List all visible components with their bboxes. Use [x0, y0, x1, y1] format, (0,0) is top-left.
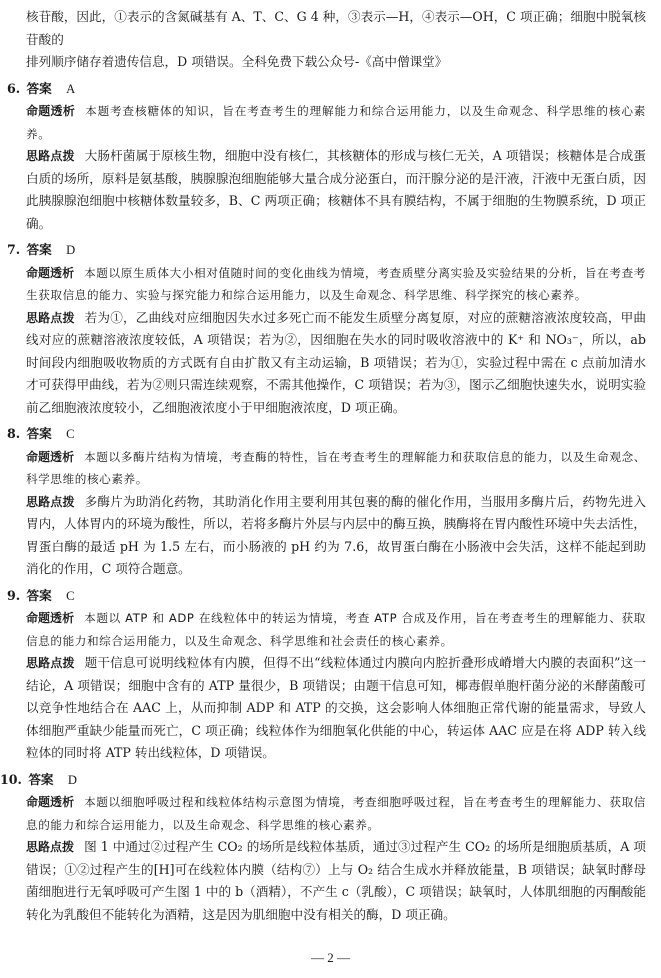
analysis-label: 命题透析 — [26, 104, 76, 118]
analysis-text: 本题以原生质体大小相对值随时间的变化曲线为情境，考查质壁分离实验及实验结果的分析，旨在考查考生获取信息的能力、实验与探究能力和综合运用能力，以及生命观念、科学思维、科学探究的核心素养。 — [26, 265, 646, 302]
analysis-block — [26, 446, 646, 491]
hint-label: 思路点拨 — [26, 656, 75, 670]
question-6-header — [7, 78, 646, 101]
answer-letter: C — [66, 588, 75, 603]
analysis-block — [26, 262, 646, 307]
question-10-header — [0, 769, 646, 792]
analysis-text: 本题以多酶片结构为情境，考查酶的特性，旨在考查考生的理解能力和获取信息的能力，以及生命观念、科学思维的核心素养。 — [26, 449, 646, 486]
question-9-header — [7, 585, 646, 608]
page-content — [0, 6, 646, 926]
hint-text: 题干信息可说明线粒体有内膜，但得不出“线粒体通过内膜向内腔折叠形成嵴增大内膜的表面积”这一结论，A 项错误；细胞中含有的 ATP 量很少，B 项错误；由题干信息可知，椰毒假单胞杆菌分泌的米酵菌酸可以竞争性地结合在 AAC 上，从而抑制 ADP 和 ATP 的交换，这会影响人体细胞正常代谢的能量需求，导致人体细胞严重缺少能量而死亡，C 项正确；线粒体作为细胞氧化供能的中心，转运体 AAC 应是在将 ADP 转入线粒体的同时将 ATP 转出线粒体，D 项错误。 — [26, 655, 646, 760]
answer-label: 答案 — [26, 426, 52, 441]
analysis-label: 命题透析 — [26, 265, 75, 280]
question-number: 6. — [7, 80, 21, 96]
continued-text-line-1: 核苷酸，因此，①表示的含氮碱基有 A、T、C、G 4 种，③表示—H，④表示—OH，C 项正确；细胞中脱氧核苷酸的 — [26, 9, 646, 47]
hint-text: 多酶片为助消化药物，其助消化作用主要利用其包裹的酶的催化作用，当服用多酶片后，药物先进入胃内，人体胃内的环境为酸性，所以，若将多酶片外层与内层中的酶互换，胰酶将在胃内酸性环境中失去活性，胃蛋白酶的最适 pH 为 1.5 左右，而小肠液的 pH 约为 7.6，故胃蛋白酶在小肠液中会失活，这样不能起到助消化的作用，C 项符合题意。 — [26, 493, 646, 576]
hint-label: 思路点拨 — [26, 310, 75, 325]
hint-block — [26, 652, 646, 765]
hint-label: 思路点拨 — [26, 149, 75, 163]
hint-block — [26, 836, 646, 926]
analysis-text: 本题以细胞呼吸过程和线粒体结构示意图为情境，考查细胞呼吸过程，旨在考查考生的理解能力、获取信息的能力和综合运用能力，以及生命观念、科学思维的核心素养。 — [26, 795, 646, 832]
answer-label: 答案 — [26, 587, 52, 603]
question-9 — [7, 585, 646, 765]
answer-label: 答案 — [26, 242, 52, 257]
question-8 — [7, 423, 646, 581]
question-number: 8. — [7, 426, 21, 441]
hint-text: 图 1 中通过②过程产生 CO₂ 的场所是线粒体基质，通过③过程产生 CO₂ 的场所是细胞质基质，A 项错误；①②过程产生的[H]可在线粒体内膜（结构⑦）上与 O₂ 结合生成水并释放能量，B 项错误；缺氧时酵母菌细胞进行无氧呼吸可产生图 1 中的 b（酒精），不产生 c（乳酸），C 项错误；缺氧时，人体肌细胞的丙酮酸能转化为乳酸但不能转化为酒精，这是因为肌细胞中没有相关的酶，D 项正确。 — [26, 839, 646, 922]
hint-block — [26, 491, 646, 581]
hint-label: 思路点拨 — [26, 494, 75, 509]
question-7 — [7, 239, 646, 419]
question-number: 7. — [7, 242, 21, 257]
analysis-text: 本题以 ATP 和 ADP 在线粒体中的转运为情境，考查 ATP 合成及作用，旨在考查考生的理解能力、获取信息的能力和综合运用能力，以及生命观念、科学思维和社会责任的核心素养。 — [26, 611, 646, 648]
analysis-text: 本题考查核糖体的知识，旨在考查考生的理解能力和综合运用能力，以及生命观念、科学思维的核心素养。 — [26, 104, 646, 141]
question-6 — [7, 78, 646, 236]
analysis-block — [26, 607, 646, 652]
hint-block — [26, 145, 646, 235]
hint-text: 若为①，乙曲线对应细胞因失水过多死亡而不能发生质壁分离复原，对应的蔗糖溶液浓度较高，甲曲线对应的蔗糖溶液浓度较低，A 项错误；若为②，因细胞在失水的同时吸收溶液中的 K⁺ 和 NO₃⁻，所以，ab 时间段内细胞吸收物质的方式既有自由扩散又有主动运输，B 项错误；若为①，实验过程中需在 c 点前加清水才可获得甲曲线，若为②则只需连续观察，不需其他操作，C 项错误；若为③，图示乙细胞快速失水，说明实验前乙细胞液浓度较小，乙细胞液浓度小于甲细胞液浓度，D 项正确。 — [26, 309, 646, 415]
answer-label: 答案 — [28, 771, 54, 787]
question-number: 10. — [0, 771, 22, 787]
answer-label: 答案 — [26, 80, 52, 96]
analysis-block — [26, 791, 646, 836]
analysis-label: 命题透析 — [26, 449, 75, 464]
analysis-block — [26, 100, 646, 145]
hint-label: 思路点拨 — [26, 840, 75, 854]
hint-text: 大肠杆菌属于原核生物，细胞中没有核仁，其核糖体的形成与核仁无关，A 项错误；核糖体是合成蛋白质的场所，原料是氨基酸，胰腺腺泡细胞能够大量合成分泌蛋白，而汗腺分泌的是汗液，汗液中无蛋白质，因此胰腺腺泡细胞中核糖体数量较多，B、C 两项正确；核糖体不具有膜结构，不属于细胞的生物膜系统，D 项正确。 — [26, 148, 646, 231]
answer-letter: C — [66, 427, 75, 441]
answer-letter: D — [66, 243, 76, 257]
question-number: 9. — [7, 587, 21, 603]
question-8-header — [7, 423, 646, 446]
answer-letter: D — [67, 772, 77, 787]
page-number: — 2 — — [311, 950, 350, 965]
analysis-label: 命题透析 — [26, 795, 75, 809]
analysis-label: 命题透析 — [26, 611, 75, 625]
continued-text-line-2: 排列顺序储存着遗传信息，D 项错误。全科免费下载公众号-《高中僧课堂》 — [26, 54, 448, 69]
question-10 — [0, 769, 646, 927]
hint-block — [26, 307, 646, 420]
question-7-header — [7, 239, 646, 262]
answer-letter: A — [66, 81, 76, 96]
